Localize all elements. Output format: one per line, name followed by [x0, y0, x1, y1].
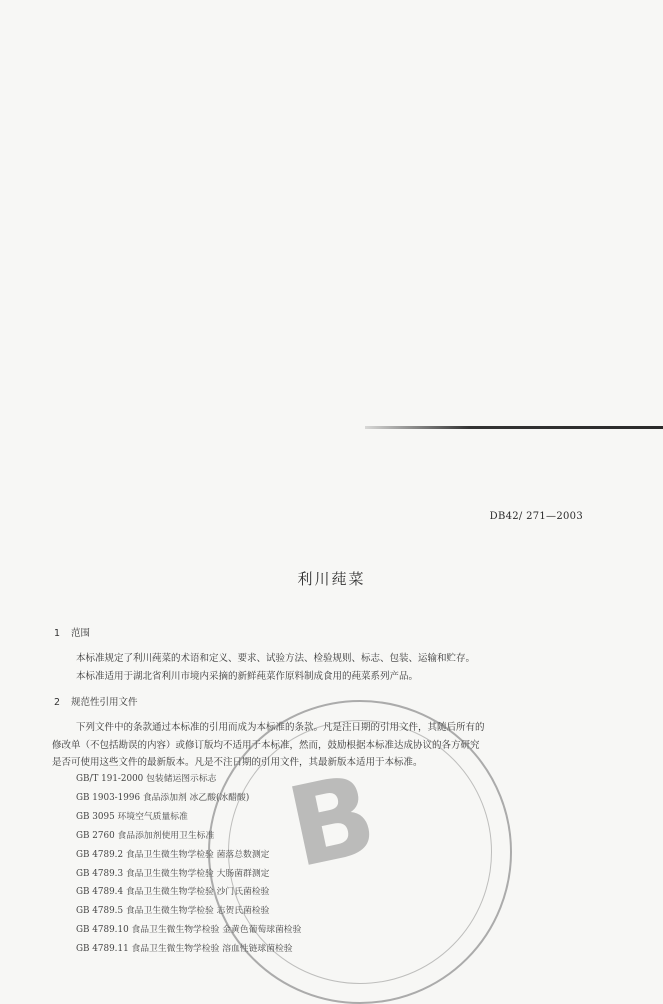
reference-item: GB 3095 环境空气质量标准: [76, 811, 188, 822]
reference-item: GB/T 191-2000 包装储运图示标志: [76, 774, 217, 784]
section-heading-scope: [54, 625, 90, 639]
document-number: DB42/ 271—2003: [489, 511, 583, 522]
header-rule: [365, 426, 663, 429]
section-title: 规范性引用文件: [71, 697, 138, 708]
paragraph: 修改单（不包括勘误的内容）或修订版均不适用于本标准，然而，鼓励根据本标准达成协议的各方研究: [52, 739, 480, 751]
references-body: [52, 719, 600, 772]
section-title: 范围: [71, 628, 91, 639]
paragraph: 是否可使用这些文件的最新版本。凡是不注日期的引用文件，其最新版本适用于本标准。: [52, 757, 423, 768]
reference-item: GB 4789.11 食品卫生微生物学检验 溶血性链球菌检验: [76, 944, 293, 955]
section-number: 1: [54, 628, 61, 639]
section-number: 2: [54, 697, 61, 708]
section-heading-references: [54, 694, 138, 708]
document-title: 利川莼菜: [297, 570, 366, 588]
reference-item: GB 4789.3 食品卫生微生物学检验 大肠菌群测定: [76, 868, 270, 879]
reference-item: GB 2760 食品添加剂使用卫生标准: [76, 830, 215, 841]
paragraph: 本标准适用于湖北省利川市境内采摘的新鲜莼菜作原料制成食用的莼菜系列产品。: [76, 670, 419, 682]
reference-item: GB 4789.10 食品卫生微生物学检验 金黄色葡萄球菌检验: [76, 925, 302, 936]
paragraph: 本标准规定了利川莼菜的术语和定义、要求、试验方法、检验规则、标志、包装、运输和贮存。: [76, 653, 476, 664]
stamp-letters: B: [277, 749, 387, 893]
reference-item: GB 4789.4 食品卫生微生物学检验 沙门氏菌检验: [76, 887, 270, 898]
reference-item: GB 1903-1996 食品添加剂 冰乙酸(冰醋酸): [76, 792, 250, 803]
paragraph: 下列文件中的条款通过本标准的引用而成为本标准的条款。凡是注日期的引用文件，其随后所有的: [76, 722, 485, 733]
scope-body: [52, 650, 600, 685]
reference-item: GB 4789.2 食品卫生微生物学检验 菌落总数测定: [76, 849, 270, 860]
reference-item: GB 4789.5 食品卫生微生物学检验 志贺氏菌检验: [76, 906, 270, 917]
reference-list: [76, 770, 301, 959]
